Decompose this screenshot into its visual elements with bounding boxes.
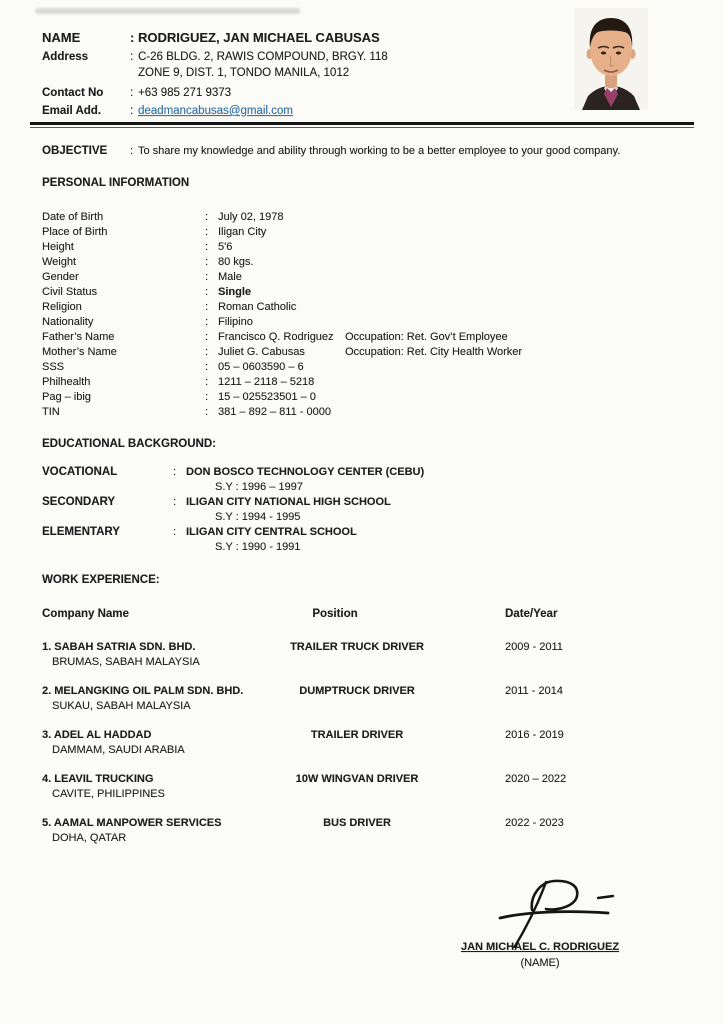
personal-info-row (42, 315, 702, 330)
personal-info-row (42, 330, 702, 345)
position-title: 10W WINGVAN DRIVER (295, 773, 419, 785)
column-position: Position (312, 608, 358, 620)
field-value: Single (218, 286, 252, 298)
position-title: BUS DRIVER (323, 817, 391, 829)
field-label: Religion (42, 301, 82, 313)
colon: : (173, 496, 177, 508)
education-level: SECONDARY (42, 496, 116, 508)
header-section (42, 30, 562, 120)
name-row (42, 30, 562, 46)
position-title: TRAILER DRIVER (310, 729, 404, 741)
email-row (42, 104, 562, 120)
field-label: Philhealth (42, 376, 91, 388)
colon: : (205, 241, 209, 253)
field-label: Weight (42, 256, 77, 268)
objective-label: OBJECTIVE (42, 145, 108, 157)
field-value: 381 – 892 – 811 - 0000 (218, 406, 331, 418)
address-label: Address (42, 51, 89, 63)
work-heading: WORK EXPERIENCE: (42, 574, 160, 586)
school-years: S.Y : 1994 - 1995 (215, 511, 301, 523)
colon: : (205, 271, 209, 283)
colon: : (130, 51, 134, 63)
address-line2: ZONE 9, DIST. 1, TONDO MANILA, 1012 (138, 67, 350, 79)
field-value: July 02, 1978 (218, 211, 284, 223)
school-name: ILIGAN CITY CENTRAL SCHOOL (186, 526, 357, 538)
school-years: S.Y : 1990 - 1991 (215, 541, 301, 553)
personal-info-row (42, 285, 702, 300)
company-name: 5. AAMAL MANPOWER SERVICES (42, 817, 222, 829)
date-range: 2016 - 2019 (505, 729, 564, 741)
occupation-note: Occupation: Ret. City Health Worker (345, 346, 523, 358)
education-level: VOCATIONAL (42, 466, 118, 478)
date-range: 2011 - 2014 (505, 685, 563, 697)
colon: : (173, 526, 177, 538)
field-label: Gender (42, 271, 79, 283)
colon: : (205, 346, 209, 358)
email-link[interactable]: deadmancabusas@gmail.com (138, 105, 293, 117)
header-divider (30, 122, 694, 128)
education-heading: EDUCATIONAL BACKGROUND: (42, 438, 216, 450)
colon: : (130, 145, 134, 157)
work-row (42, 816, 702, 846)
field-label: SSS (42, 361, 65, 373)
address-row-2 (42, 66, 562, 82)
field-value: Filipino (218, 316, 253, 328)
personal-info-heading: PERSONAL INFORMATION (42, 177, 190, 189)
position-title: TRAILER TRUCK DRIVER (290, 641, 424, 653)
field-label: Father’s Name (42, 331, 115, 343)
colon: : (205, 211, 209, 223)
scan-artifact (35, 8, 300, 14)
work-row (42, 684, 702, 714)
field-value: Male (218, 271, 242, 283)
company-location: SUKAU, SABAH MALAYSIA (52, 700, 191, 712)
signature-caption: (NAME) (520, 957, 560, 969)
company-location: DOHA, QATAR (52, 832, 127, 844)
contact-label: Contact No (42, 87, 104, 99)
personal-info-row (42, 210, 702, 225)
personal-info-row (42, 270, 702, 285)
personal-info-row (42, 405, 702, 420)
applicant-photo (574, 8, 648, 110)
colon: : (205, 331, 209, 343)
colon: : (130, 87, 134, 99)
field-value: 1211 – 2118 – 5218 (218, 376, 315, 388)
field-label: Mother’s Name (42, 346, 117, 358)
personal-info-row (42, 390, 702, 405)
colon: : (173, 466, 177, 478)
field-label: Nationality (42, 316, 94, 328)
field-label: Pag – ibig (42, 391, 91, 403)
field-label: Date of Birth (42, 211, 104, 223)
work-experience-section (42, 640, 702, 860)
personal-info-row (42, 255, 702, 270)
field-label: Place of Birth (42, 226, 108, 238)
personal-info-section (42, 210, 702, 420)
field-value: 5'6 (218, 241, 233, 253)
colon: : (130, 30, 135, 45)
objective-row (42, 144, 702, 160)
colon: : (205, 301, 209, 313)
work-row (42, 640, 702, 670)
personal-info-row (42, 300, 702, 315)
education-row (42, 465, 702, 495)
education-row (42, 525, 702, 555)
company-name: 4. LEAVIL TRUCKING (42, 773, 154, 785)
education-row (42, 495, 702, 525)
colon: : (205, 226, 209, 238)
field-value: 80 kgs. (218, 256, 254, 268)
field-label: Height (42, 241, 74, 253)
date-range: 2009 - 2011 (505, 641, 563, 653)
education-level: ELEMENTARY (42, 526, 120, 538)
contact-row (42, 86, 562, 102)
signature-name: JAN MICHAEL C. RODRIGUEZ (460, 941, 620, 953)
colon: : (205, 391, 209, 403)
personal-info-row (42, 240, 702, 255)
column-date: Date/Year (505, 608, 558, 620)
colon: : (205, 286, 209, 298)
contact-value: +63 985 271 9373 (138, 87, 232, 99)
signature-scribble (486, 876, 626, 948)
company-name: 1. SABAH SATRIA SDN. BHD. (42, 641, 196, 653)
field-label: Civil Status (42, 286, 98, 298)
work-row (42, 728, 702, 758)
date-range: 2020 – 2022 (505, 773, 567, 785)
email-label: Email Add. (42, 105, 101, 117)
field-value: Juliet G. Cabusas (218, 346, 305, 358)
field-value: 15 – 025523501 – 0 (218, 391, 316, 403)
personal-info-row (42, 345, 702, 360)
colon: : (130, 105, 134, 117)
company-location: DAMMAM, SAUDI ARABIA (52, 744, 185, 756)
colon: : (205, 256, 209, 268)
colon: : (205, 361, 209, 373)
name-value: RODRIGUEZ, JAN MICHAEL CABUSAS (138, 30, 380, 45)
date-range: 2022 - 2023 (505, 817, 564, 829)
position-title: DUMPTRUCK DRIVER (299, 685, 415, 697)
colon: : (205, 406, 209, 418)
personal-info-row (42, 360, 702, 375)
education-section (42, 465, 702, 555)
address-row (42, 50, 562, 66)
field-value: Francisco Q. Rodriguez (218, 331, 334, 343)
field-value: Iligan City (218, 226, 267, 238)
school-name: ILIGAN CITY NATIONAL HIGH SCHOOL (186, 496, 391, 508)
occupation-note: Occupation: Ret. Gov’t Employee (345, 331, 508, 343)
school-years: S.Y : 1996 – 1997 (215, 481, 303, 493)
column-company: Company Name (42, 608, 129, 620)
name-label: NAME (42, 30, 81, 45)
field-value: Roman Catholic (218, 301, 297, 313)
field-label: TIN (42, 406, 60, 418)
personal-info-row (42, 375, 702, 390)
company-name: 2. MELANGKING OIL PALM SDN. BHD. (42, 685, 244, 697)
company-location: CAVITE, PHILIPPINES (52, 788, 165, 800)
company-location: BRUMAS, SABAH MALAYSIA (52, 656, 200, 668)
work-row (42, 772, 702, 802)
company-name: 3. ADEL AL HADDAD (42, 729, 152, 741)
school-name: DON BOSCO TECHNOLOGY CENTER (CEBU) (186, 466, 425, 478)
colon: : (205, 376, 209, 388)
colon: : (205, 316, 209, 328)
address-line1: C-26 BLDG. 2, RAWIS COMPOUND, BRGY. 118 (138, 51, 388, 63)
objective-text: To share my knowledge and ability through working to be a better employee to your good company. (138, 145, 621, 157)
personal-info-row (42, 225, 702, 240)
field-value: 05 – 0603590 – 6 (218, 361, 304, 373)
work-table-header (42, 607, 702, 623)
